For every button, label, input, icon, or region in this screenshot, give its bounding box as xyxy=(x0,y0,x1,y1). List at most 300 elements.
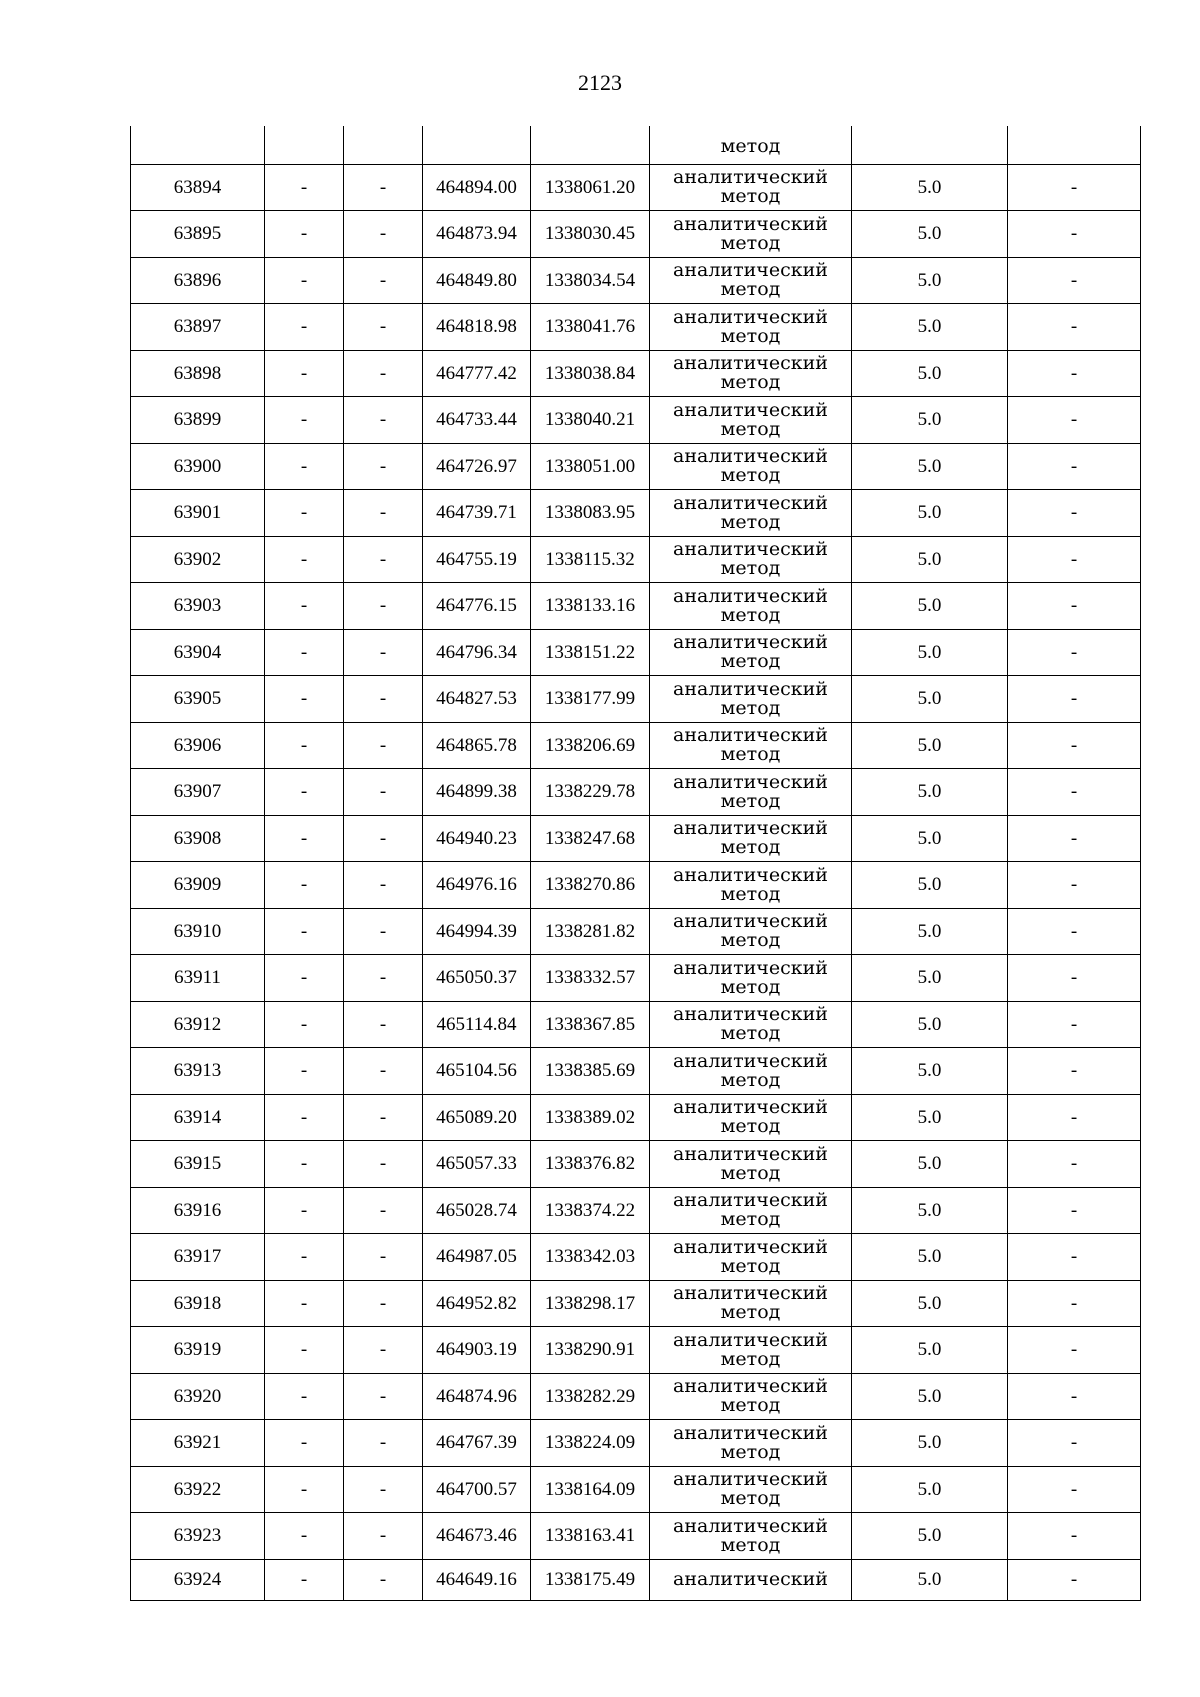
x-coordinate-cell: 464827.53 xyxy=(423,676,531,723)
accuracy-cell: 5.0 xyxy=(852,1094,1008,1141)
x-coordinate-cell: 464700.57 xyxy=(423,1466,531,1513)
table-cell: - xyxy=(1008,536,1141,583)
x-coordinate-cell: 464818.98 xyxy=(423,304,531,351)
method-line: аналитический xyxy=(673,1468,828,1491)
x-coordinate-cell: 464987.05 xyxy=(423,1234,531,1281)
table-row xyxy=(131,1280,1141,1327)
table-cell: - xyxy=(344,583,423,630)
method-cell xyxy=(650,1187,852,1234)
x-coordinate-cell: 464777.42 xyxy=(423,350,531,397)
table-cell: - xyxy=(1008,676,1141,723)
method-line: метод xyxy=(720,882,781,905)
method-cell xyxy=(650,676,852,723)
point-number-cell: 63922 xyxy=(131,1466,265,1513)
point-number-cell: 63901 xyxy=(131,490,265,537)
table-row xyxy=(131,722,1141,769)
accuracy-cell: 5.0 xyxy=(852,722,1008,769)
table-cell: - xyxy=(265,769,344,816)
y-coordinate-cell: 1338367.85 xyxy=(531,1001,650,1048)
table-cell: - xyxy=(265,536,344,583)
method-line: метод xyxy=(720,371,781,394)
point-number-cell: 63903 xyxy=(131,583,265,630)
table-cell: - xyxy=(265,862,344,909)
accuracy-cell: 5.0 xyxy=(852,908,1008,955)
y-coordinate-cell: 1338030.45 xyxy=(531,211,650,258)
table-cell: - xyxy=(344,1048,423,1095)
table-cell: - xyxy=(344,304,423,351)
method-line: метод xyxy=(720,650,781,673)
method-line: аналитический xyxy=(673,631,828,654)
table-cell: - xyxy=(1008,1094,1141,1141)
table-row xyxy=(131,257,1141,304)
method-cell xyxy=(650,304,852,351)
method-cell xyxy=(650,955,852,1002)
method-line: метод xyxy=(720,1487,781,1510)
x-coordinate-cell: 464726.97 xyxy=(423,443,531,490)
table-row xyxy=(131,815,1141,862)
y-coordinate-cell: 1338175.49 xyxy=(531,1559,650,1600)
point-number-cell: 63894 xyxy=(131,164,265,211)
table-cell: - xyxy=(265,1559,344,1600)
table-cell: - xyxy=(265,1373,344,1420)
method-cell xyxy=(650,722,852,769)
table-cell: - xyxy=(265,1420,344,1467)
point-number-cell: 63916 xyxy=(131,1187,265,1234)
table-row xyxy=(131,350,1141,397)
table-cell: - xyxy=(1008,815,1141,862)
method-line: аналитический xyxy=(673,305,828,328)
method-line: метод xyxy=(720,464,781,487)
table-row xyxy=(131,164,1141,211)
y-coordinate-cell: 1338342.03 xyxy=(531,1234,650,1281)
table-row xyxy=(131,443,1141,490)
accuracy-cell: 5.0 xyxy=(852,257,1008,304)
method-line: метод xyxy=(720,510,781,533)
method-line: метод xyxy=(720,1208,781,1231)
table-row xyxy=(131,1234,1141,1281)
method-line: аналитический xyxy=(673,491,828,514)
point-number-cell: 63915 xyxy=(131,1141,265,1188)
y-coordinate-cell: 1338374.22 xyxy=(531,1187,650,1234)
y-coordinate-cell: 1338040.21 xyxy=(531,397,650,444)
method-line: метод xyxy=(720,1440,781,1463)
method-line: метод xyxy=(720,231,781,254)
method-line: аналитический xyxy=(673,352,828,375)
table-cell: - xyxy=(265,1001,344,1048)
table-cell xyxy=(531,126,650,164)
table-cell: - xyxy=(1008,1141,1141,1188)
table-row xyxy=(131,676,1141,723)
table-cell: - xyxy=(1008,908,1141,955)
table-cell: - xyxy=(265,257,344,304)
accuracy-cell: 5.0 xyxy=(852,1513,1008,1560)
point-number-cell: 63908 xyxy=(131,815,265,862)
table-cell: - xyxy=(344,1280,423,1327)
table-row xyxy=(131,1048,1141,1095)
x-coordinate-cell: 464776.15 xyxy=(423,583,531,630)
method-cell xyxy=(650,397,852,444)
point-number-cell: 63895 xyxy=(131,211,265,258)
table-cell: - xyxy=(344,908,423,955)
point-number-cell: 63911 xyxy=(131,955,265,1002)
table-cell: - xyxy=(1008,1420,1141,1467)
accuracy-cell: 5.0 xyxy=(852,1001,1008,1048)
method-cell xyxy=(650,583,852,630)
accuracy-cell: 5.0 xyxy=(852,1141,1008,1188)
y-coordinate-cell: 1338332.57 xyxy=(531,955,650,1002)
x-coordinate-cell: 464952.82 xyxy=(423,1280,531,1327)
point-number-cell: 63896 xyxy=(131,257,265,304)
point-number-cell: 63914 xyxy=(131,1094,265,1141)
x-coordinate-cell: 464739.71 xyxy=(423,490,531,537)
point-number-cell: 63906 xyxy=(131,722,265,769)
method-line: аналитический xyxy=(673,1282,828,1305)
x-coordinate-cell: 465028.74 xyxy=(423,1187,531,1234)
method-line: аналитический xyxy=(673,1142,828,1165)
method-cell xyxy=(650,1373,852,1420)
method-cell xyxy=(650,862,852,909)
point-number-cell: 63907 xyxy=(131,769,265,816)
table-cell: - xyxy=(1008,1187,1141,1234)
table-row xyxy=(131,536,1141,583)
method-line: аналитический xyxy=(673,398,828,421)
table-row xyxy=(131,211,1141,258)
table-row xyxy=(131,490,1141,537)
method-line: аналитический xyxy=(673,1421,828,1444)
method-line: аналитический xyxy=(673,724,828,747)
method-cell xyxy=(650,1513,852,1560)
table-cell: - xyxy=(344,1234,423,1281)
method-line: аналитический xyxy=(673,863,828,886)
table-cell: - xyxy=(265,397,344,444)
method-line: метод xyxy=(720,789,781,812)
table-cell: - xyxy=(1008,1327,1141,1374)
point-number-cell: 63912 xyxy=(131,1001,265,1048)
table-row xyxy=(131,1559,1141,1600)
method-line: метод xyxy=(720,929,781,952)
x-coordinate-cell: 464767.39 xyxy=(423,1420,531,1467)
table-cell: - xyxy=(1008,211,1141,258)
y-coordinate-cell: 1338290.91 xyxy=(531,1327,650,1374)
y-coordinate-cell: 1338164.09 xyxy=(531,1466,650,1513)
x-coordinate-cell: 464673.46 xyxy=(423,1513,531,1560)
y-coordinate-cell: 1338376.82 xyxy=(531,1141,650,1188)
method-cell xyxy=(650,1280,852,1327)
table-cell: - xyxy=(1008,629,1141,676)
table-cell xyxy=(265,126,344,164)
method-cell xyxy=(650,536,852,583)
page-number: 2123 xyxy=(578,70,622,95)
table-cell: - xyxy=(344,1001,423,1048)
table-row xyxy=(131,304,1141,351)
table-cell: - xyxy=(344,676,423,723)
method-line: аналитический xyxy=(673,1096,828,1119)
table-cell: - xyxy=(344,350,423,397)
method-line: метод xyxy=(720,743,781,766)
table-row xyxy=(131,908,1141,955)
accuracy-cell: 5.0 xyxy=(852,1327,1008,1374)
method-line: аналитический xyxy=(673,817,828,840)
point-number-cell: 63924 xyxy=(131,1559,265,1600)
accuracy-cell: 5.0 xyxy=(852,1280,1008,1327)
table-cell: - xyxy=(344,815,423,862)
point-number-cell: 63904 xyxy=(131,629,265,676)
method-cell xyxy=(650,164,852,211)
table-cell: - xyxy=(265,1234,344,1281)
x-coordinate-cell: 465114.84 xyxy=(423,1001,531,1048)
table-cell: - xyxy=(265,1094,344,1141)
accuracy-cell: 5.0 xyxy=(852,629,1008,676)
point-number-cell: 63902 xyxy=(131,536,265,583)
table-cell: - xyxy=(344,955,423,1002)
y-coordinate-cell: 1338177.99 xyxy=(531,676,650,723)
point-number-cell: 63898 xyxy=(131,350,265,397)
table-cell: - xyxy=(344,629,423,676)
method-line: аналитический xyxy=(673,956,828,979)
method-line: метод xyxy=(720,1254,781,1277)
method-line: аналитический xyxy=(673,1514,828,1537)
accuracy-cell: 5.0 xyxy=(852,1048,1008,1095)
accuracy-cell: 5.0 xyxy=(852,583,1008,630)
x-coordinate-cell: 464733.44 xyxy=(423,397,531,444)
method-line: аналитический xyxy=(673,1375,828,1398)
table-cell: - xyxy=(265,490,344,537)
table-cell: - xyxy=(1008,490,1141,537)
y-coordinate-cell: 1338206.69 xyxy=(531,722,650,769)
table-cell: - xyxy=(265,443,344,490)
y-coordinate-cell: 1338281.82 xyxy=(531,908,650,955)
table-cell: - xyxy=(1008,1513,1141,1560)
table-row xyxy=(131,769,1141,816)
method-cell xyxy=(650,211,852,258)
table-cell: - xyxy=(1008,862,1141,909)
y-coordinate-cell: 1338038.84 xyxy=(531,350,650,397)
accuracy-cell: 5.0 xyxy=(852,1420,1008,1467)
x-coordinate-cell: 464976.16 xyxy=(423,862,531,909)
table-row xyxy=(131,1187,1141,1234)
table-cell: - xyxy=(344,257,423,304)
point-number-cell: 63900 xyxy=(131,443,265,490)
point-number-cell: 63910 xyxy=(131,908,265,955)
table-cell: - xyxy=(265,676,344,723)
table-cell: - xyxy=(1008,1466,1141,1513)
method-cell xyxy=(650,490,852,537)
method-line: аналитический xyxy=(673,1328,828,1351)
y-coordinate-cell: 1338151.22 xyxy=(531,629,650,676)
table-cell: - xyxy=(1008,1048,1141,1095)
table-row xyxy=(131,1327,1141,1374)
table-cell: - xyxy=(265,722,344,769)
point-number-cell: 63920 xyxy=(131,1373,265,1420)
method-cell xyxy=(650,1001,852,1048)
table-cell: - xyxy=(265,1513,344,1560)
accuracy-cell: 5.0 xyxy=(852,397,1008,444)
table-cell: - xyxy=(265,1141,344,1188)
accuracy-cell: 5.0 xyxy=(852,350,1008,397)
y-coordinate-cell: 1338163.41 xyxy=(531,1513,650,1560)
table-cell: - xyxy=(1008,397,1141,444)
x-coordinate-cell: 464873.94 xyxy=(423,211,531,258)
x-coordinate-cell: 464894.00 xyxy=(423,164,531,211)
method-line: аналитический xyxy=(673,1189,828,1212)
y-coordinate-cell: 1338389.02 xyxy=(531,1094,650,1141)
x-coordinate-cell: 464940.23 xyxy=(423,815,531,862)
y-coordinate-cell: 1338133.16 xyxy=(531,583,650,630)
y-coordinate-cell: 1338034.54 xyxy=(531,257,650,304)
method-cell xyxy=(650,1094,852,1141)
point-number-cell: 63921 xyxy=(131,1420,265,1467)
table-cell: - xyxy=(344,1373,423,1420)
accuracy-cell: 5.0 xyxy=(852,164,1008,211)
accuracy-cell: 5.0 xyxy=(852,769,1008,816)
y-coordinate-cell: 1338224.09 xyxy=(531,1420,650,1467)
table-cell: - xyxy=(265,1048,344,1095)
x-coordinate-cell: 464796.34 xyxy=(423,629,531,676)
method-line: метод xyxy=(720,975,781,998)
table-cell: - xyxy=(344,443,423,490)
method-cell xyxy=(650,1420,852,1467)
method-line: аналитический xyxy=(673,910,828,933)
table-cell xyxy=(1008,126,1141,164)
method-cell xyxy=(650,443,852,490)
y-coordinate-cell: 1338298.17 xyxy=(531,1280,650,1327)
table-cell: - xyxy=(344,1466,423,1513)
table-cell: - xyxy=(344,1141,423,1188)
table-cell: - xyxy=(1008,955,1141,1002)
accuracy-cell: 5.0 xyxy=(852,1466,1008,1513)
accuracy-cell: 5.0 xyxy=(852,1234,1008,1281)
table-row xyxy=(131,1466,1141,1513)
table-cell: - xyxy=(265,583,344,630)
x-coordinate-cell: 464874.96 xyxy=(423,1373,531,1420)
table-cell: - xyxy=(265,1327,344,1374)
y-coordinate-cell: 1338385.69 xyxy=(531,1048,650,1095)
table-cell: - xyxy=(1008,1001,1141,1048)
table-row xyxy=(131,1373,1141,1420)
x-coordinate-cell: 464865.78 xyxy=(423,722,531,769)
point-number-cell: 63899 xyxy=(131,397,265,444)
method-cell xyxy=(650,1327,852,1374)
accuracy-cell: 5.0 xyxy=(852,1559,1008,1600)
table-cell: - xyxy=(265,304,344,351)
table-row xyxy=(131,1001,1141,1048)
table-cell: - xyxy=(265,1280,344,1327)
method-cell xyxy=(650,908,852,955)
table-cell: - xyxy=(344,211,423,258)
table-cell: - xyxy=(265,1466,344,1513)
method-cell xyxy=(650,1559,852,1600)
point-number-cell: 63923 xyxy=(131,1513,265,1560)
method-line: аналитический xyxy=(673,1003,828,1026)
y-coordinate-cell: 1338247.68 xyxy=(531,815,650,862)
table-cell: - xyxy=(1008,1559,1141,1600)
table-cell: - xyxy=(344,490,423,537)
table-cell: - xyxy=(1008,1234,1141,1281)
table-row xyxy=(131,1094,1141,1141)
method-line: метод xyxy=(720,417,781,440)
coordinates-table xyxy=(130,126,1141,1601)
method-line: аналитический xyxy=(673,677,828,700)
method-line: аналитический xyxy=(673,1049,828,1072)
y-coordinate-cell: 1338061.20 xyxy=(531,164,650,211)
table-cell: - xyxy=(344,1327,423,1374)
method-cell xyxy=(650,257,852,304)
method-line: метод xyxy=(720,324,781,347)
method-line: аналитический xyxy=(673,1568,828,1590)
method-line: метод xyxy=(720,1533,781,1556)
table-cell: - xyxy=(1008,164,1141,211)
method-line: аналитический xyxy=(673,770,828,793)
method-cell xyxy=(650,629,852,676)
table-cell: - xyxy=(344,862,423,909)
x-coordinate-cell: 464649.16 xyxy=(423,1559,531,1600)
x-coordinate-cell: 465104.56 xyxy=(423,1048,531,1095)
table-cell: - xyxy=(265,211,344,258)
accuracy-cell: 5.0 xyxy=(852,304,1008,351)
method-cell xyxy=(650,1466,852,1513)
method-line: метод xyxy=(720,278,781,301)
table-cell: - xyxy=(265,955,344,1002)
method-line: аналитический xyxy=(673,166,828,189)
table-cell xyxy=(423,126,531,164)
y-coordinate-cell: 1338041.76 xyxy=(531,304,650,351)
table-cell: - xyxy=(265,164,344,211)
point-number-cell: 63909 xyxy=(131,862,265,909)
accuracy-cell: 5.0 xyxy=(852,862,1008,909)
table-cell: - xyxy=(1008,1280,1141,1327)
table-row xyxy=(131,583,1141,630)
y-coordinate-cell: 1338270.86 xyxy=(531,862,650,909)
point-number-cell: 63917 xyxy=(131,1234,265,1281)
table-cell: - xyxy=(344,1513,423,1560)
accuracy-cell: 5.0 xyxy=(852,676,1008,723)
table-row xyxy=(131,1141,1141,1188)
point-number-cell: 63918 xyxy=(131,1280,265,1327)
table-cell xyxy=(344,126,423,164)
accuracy-cell: 5.0 xyxy=(852,443,1008,490)
x-coordinate-cell: 464903.19 xyxy=(423,1327,531,1374)
x-coordinate-cell: 465089.20 xyxy=(423,1094,531,1141)
method-line: метод xyxy=(720,1161,781,1184)
method-line: аналитический xyxy=(673,445,828,468)
table-cell: - xyxy=(344,536,423,583)
table-cell: - xyxy=(344,769,423,816)
table-cell: - xyxy=(1008,583,1141,630)
table-cell: - xyxy=(1008,350,1141,397)
table-body xyxy=(131,126,1141,1600)
x-coordinate-cell: 464849.80 xyxy=(423,257,531,304)
method-cell xyxy=(650,1234,852,1281)
accuracy-cell: 5.0 xyxy=(852,211,1008,258)
point-number-cell: 63905 xyxy=(131,676,265,723)
accuracy-cell: 5.0 xyxy=(852,536,1008,583)
method-line: метод xyxy=(720,603,781,626)
table-cell: - xyxy=(344,722,423,769)
method-line: метод xyxy=(720,1347,781,1370)
accuracy-cell: 5.0 xyxy=(852,1187,1008,1234)
method-cell xyxy=(650,815,852,862)
table-cell: - xyxy=(344,1420,423,1467)
y-coordinate-cell: 1338115.32 xyxy=(531,536,650,583)
table-row xyxy=(131,629,1141,676)
method-line: метод xyxy=(720,557,781,580)
table-cell xyxy=(131,126,265,164)
table-row xyxy=(131,1513,1141,1560)
method-line: метод xyxy=(720,1301,781,1324)
table-cell: - xyxy=(265,1187,344,1234)
table-cell xyxy=(852,126,1008,164)
table-cell: - xyxy=(1008,257,1141,304)
